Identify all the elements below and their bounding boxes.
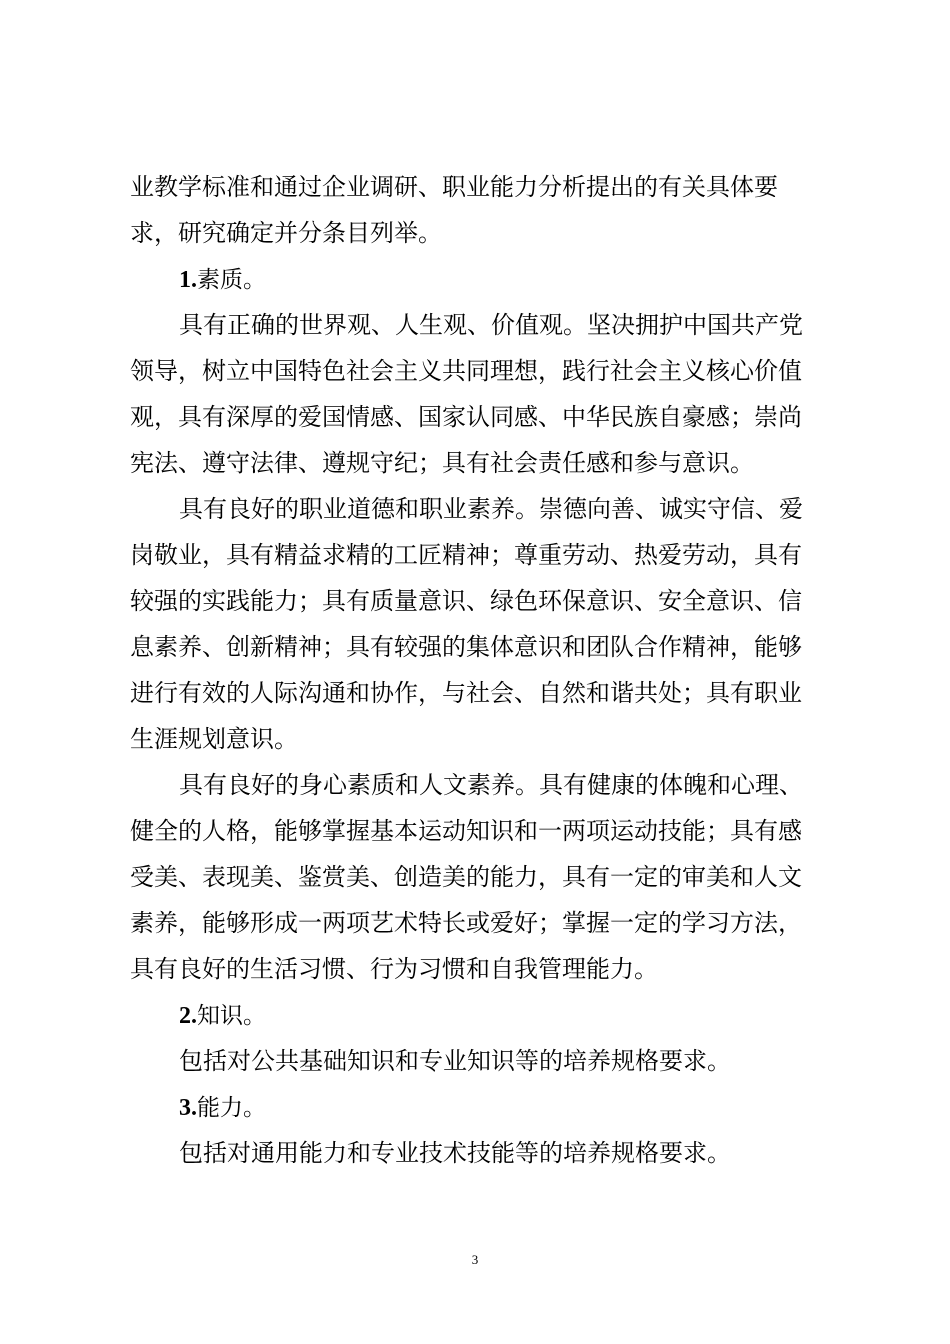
body-text-line: 具有正确的世界观、人生观、价值观。坚决拥护中国共产党 (179, 311, 803, 339)
body-text-line: 宪法、遵守法律、遵规守纪；具有社会责任感和参与意识。 (130, 449, 754, 477)
body-text-line: 健全的人格，能够掌握基本运动知识和一两项运动技能；具有感 (130, 817, 802, 845)
body-text-line: 具有良好的身心素质和人文素养。具有健康的体魄和心理、 (179, 771, 803, 799)
page-number: 3 (471, 1252, 479, 1267)
section-number: 1. (179, 267, 197, 293)
body-text-line: 较强的实践能力；具有质量意识、绿色环保意识、安全意识、信 (130, 587, 802, 615)
section-title: 知识。 (197, 1003, 266, 1029)
section-heading-qualities (0, 256, 950, 303)
section-heading-abilities (0, 1084, 950, 1131)
body-text-line: 包括对公共基础知识和专业知识等的培养规格要求。 (179, 1047, 731, 1075)
section-title: 能力。 (197, 1095, 266, 1121)
body-text-line: 受美、表现美、鉴赏美、创造美的能力，具有一定的审美和人文 (130, 863, 802, 891)
body-text-line: 息素养、创新精神；具有较强的集体意识和团队合作精神，能够 (130, 633, 802, 661)
body-text-line: 领导，树立中国特色社会主义共同理想，践行社会主义核心价值 (130, 357, 802, 385)
body-text-line: 求，研究确定并分条目列举。 (130, 219, 442, 247)
body-text-line: 业教学标准和通过企业调研、职业能力分析提出的有关具体要 (130, 173, 778, 201)
body-text-line: 具有良好的生活习惯、行为习惯和自我管理能力。 (130, 955, 658, 983)
section-number: 2. (179, 1003, 197, 1029)
section-title: 素质。 (197, 267, 266, 293)
body-text-line: 生涯规划意识。 (130, 725, 298, 753)
section-number: 3. (179, 1095, 197, 1121)
body-text-line: 包括对通用能力和专业技术技能等的培养规格要求。 (179, 1139, 731, 1167)
section-heading-knowledge (0, 992, 950, 1039)
body-text-line: 观，具有深厚的爱国情感、国家认同感、中华民族自豪感；崇尚 (130, 403, 802, 431)
body-text-line: 岗敬业，具有精益求精的工匠精神；尊重劳动、热爱劳动，具有 (130, 541, 802, 569)
body-text-line: 素养，能够形成一两项艺术特长或爱好；掌握一定的学习方法， (130, 909, 802, 937)
body-text-line: 进行有效的人际沟通和协作，与社会、自然和谐共处；具有职业 (130, 679, 802, 707)
body-text-line: 具有良好的职业道德和职业素养。崇德向善、诚实守信、爱 (179, 495, 803, 523)
